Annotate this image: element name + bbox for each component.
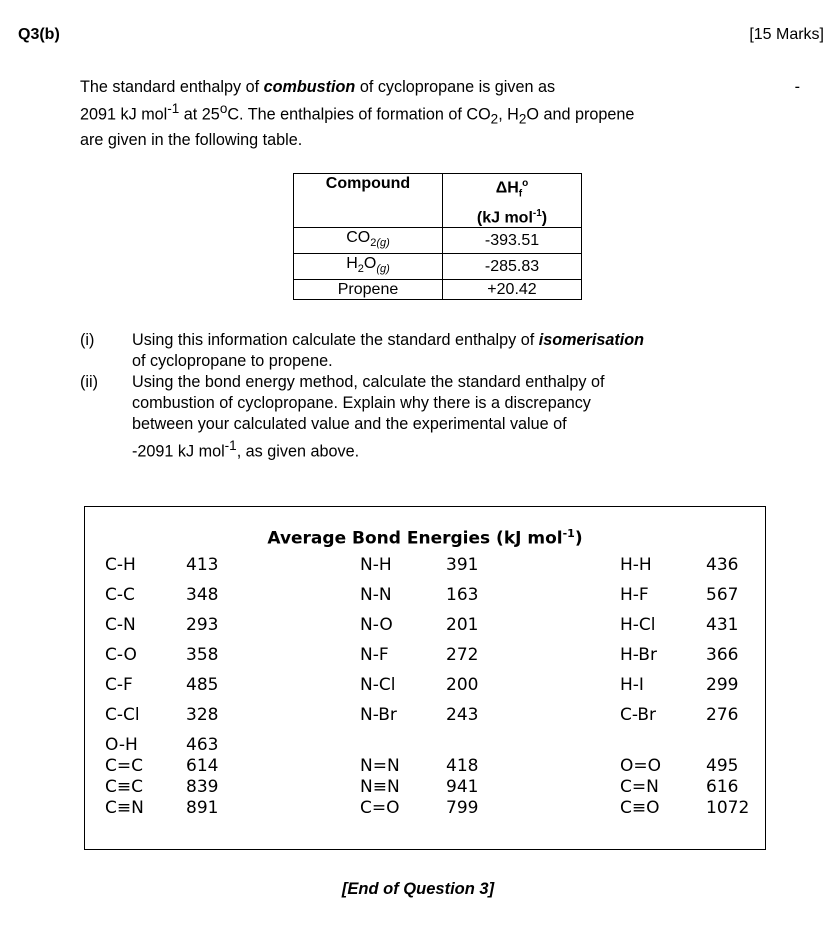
title-close: ) [574,528,583,549]
formula-text: O [363,255,377,273]
bond-energy-value: 272 [446,645,479,665]
bond-energy-value: 391 [446,555,479,575]
bond-type: H-H [620,555,652,575]
bond-type: C-C [105,585,135,605]
bond-energy-value: 200 [446,675,479,695]
superscript: -1 [167,101,180,116]
bond-energy-value: 891 [186,798,219,818]
bond-energies-title [85,527,765,549]
bond-type: C=O [360,798,400,818]
part-text [132,372,825,462]
bond-energy-value: 163 [446,585,479,605]
value-cell: -285.83 [443,254,582,280]
part-text-line: combustion of cyclopropane. Explain why there is a discrepancy [132,394,591,412]
bond-energy-value: 485 [186,675,219,695]
bond-type: O=O [620,756,662,776]
subscript [370,237,390,249]
intro-text: O and propene [526,105,635,124]
intro-text: of cyclopropane is given as [355,78,556,96]
bond-energy-value: 495 [706,756,739,776]
superscript: o [522,178,529,189]
subscript [376,263,389,275]
bond-type: C-H [105,555,136,575]
compound-header: Compound [294,174,443,228]
bond-type: C≡N [105,798,144,818]
marks-label: [15 Marks] [749,26,824,43]
value-cell: +20.42 [443,280,582,300]
intro-text: , H [498,105,519,124]
intro-text: 2091 kJ mol [80,105,168,124]
table-row [294,227,582,253]
intro-line-1 [80,77,822,98]
part-text-line: , as given above. [236,442,360,461]
bond-energy-value: 276 [706,705,739,725]
subscript-text: 2 [370,237,377,250]
subscript: 2 [490,111,499,127]
part-text-line: -2091 kJ mol [132,442,225,461]
title-text: Average Bond Energies (kJ mol [267,528,563,549]
bond-energy-value: 348 [186,585,219,605]
bond-energy-value: 616 [706,777,739,797]
bond-type: N-F [360,645,389,665]
bond-energy-value: 839 [186,777,219,797]
part-label: (ii) [80,373,98,391]
bond-type: C=C [105,756,143,776]
bond-type: C-N [105,615,136,635]
question-parts [80,330,825,462]
part-text-line: Using the bond energy method, calculate the standard enthalpy of [132,373,605,391]
formula-text: H [346,255,358,273]
bond-energy-value: 358 [186,645,219,665]
bond-type: C≡O [620,798,660,818]
bond-type: C-Br [620,705,657,725]
header-units-close: ) [541,208,548,226]
bond-energy-value: 799 [446,798,479,818]
bond-energy-value: 431 [706,615,739,635]
header-symbol: ΔH [495,179,519,197]
bond-type: N-Cl [360,675,396,695]
bond-type: N-O [360,615,393,635]
bond-energy-value: 201 [446,615,479,635]
bond-energy-value: 1072 [706,798,750,818]
value-cell: -393.51 [443,227,582,253]
state-text: (g) [376,237,390,250]
bond-type: C=N [620,777,659,797]
intro-text: at 25 [179,105,220,124]
part-label: (i) [80,331,95,349]
compound-cell: Propene [294,280,443,300]
bond-type: C≡C [105,777,143,797]
formula-text: CO [346,228,371,246]
compound-cell [294,227,443,253]
bond-type: H-I [620,675,644,695]
bond-energy-value: 436 [706,555,739,575]
subscript: 2 [357,263,364,276]
header-units: (kJ mol [476,208,533,226]
part-emphasis: isomerisation [538,331,644,349]
part-i [80,330,825,372]
bond-type: H-Br [620,645,657,665]
bond-type: C-F [105,675,133,695]
superscript: -1 [562,527,575,540]
bond-energy-value: 413 [186,555,219,575]
bond-type: H-F [620,585,649,605]
part-text-line: Using this information calculate the standard enthalpy of [132,331,539,349]
bond-energy-value: 463 [186,735,219,755]
end-of-question: [End of Question 3] [341,880,495,898]
intro-paragraph [80,77,822,151]
enthalpy-table [293,173,582,300]
bond-type: N-N [360,585,392,605]
table-row [294,254,582,280]
table-row [294,280,582,300]
bond-energy-value: 941 [446,777,479,797]
bond-energy-value: 328 [186,705,219,725]
table-header-row [294,174,582,228]
intro-text: C. The enthalpies of formation of CO [227,105,491,124]
bond-energies-box [84,506,766,850]
intro-emphasis: combustion [263,78,356,96]
compound-cell [294,254,443,280]
state-text: (g) [376,263,390,276]
bond-energy-value: 567 [706,585,739,605]
intro-line-3: are given in the following table. [80,130,303,149]
bond-energy-value: 418 [446,756,479,776]
superscript: -1 [532,207,542,219]
bond-type: N-H [360,555,392,575]
intro-dash: - [794,78,800,96]
intro-text: The standard enthalpy of [80,78,264,96]
bond-type: H-Cl [620,615,656,635]
subscript: 2 [518,111,527,127]
part-text [132,330,825,372]
bond-energy-value: 614 [186,756,219,776]
part-ii [80,372,825,462]
question-number: Q3(b) [18,26,60,43]
bond-type: N=N [360,756,400,776]
bond-type: N≡N [360,777,400,797]
bond-energy-value: 299 [706,675,739,695]
enthalpy-header [443,174,582,228]
bond-type: C-Cl [105,705,140,725]
bond-type: O-H [105,735,138,755]
bond-type: N-Br [360,705,397,725]
bond-energy-value: 243 [446,705,479,725]
part-text-line: of cyclopropane to propene. [132,352,333,370]
bond-energy-value: 366 [706,645,739,665]
bond-energy-value: 293 [186,615,219,635]
intro-line-2 [80,98,822,130]
part-text-line: between your calculated value and the experimental value of [132,415,567,433]
degree-sign: o [219,101,228,116]
bond-type: C-O [105,645,137,665]
subscript: f [518,188,523,200]
superscript: -1 [224,438,237,453]
